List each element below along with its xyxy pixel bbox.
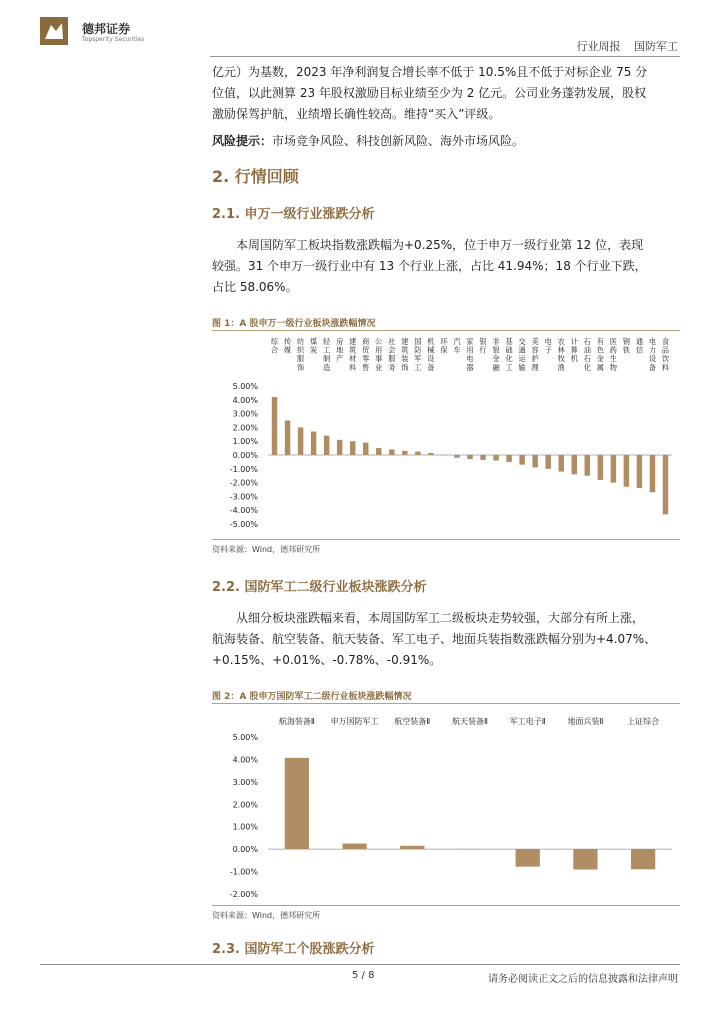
x-category-label: 制	[323, 354, 331, 364]
y-tick-label: 1.00%	[232, 822, 258, 832]
x-category-label: 计	[570, 337, 578, 346]
x-category-label: 筑	[349, 345, 357, 355]
bar	[324, 436, 329, 455]
header-tag-report-type: 行业周报	[576, 40, 621, 53]
figure-1-top-rule	[212, 330, 680, 331]
risk-paragraph	[212, 131, 680, 152]
bar	[480, 455, 485, 460]
x-category-label: 渔	[557, 362, 565, 372]
y-tick-label: 3.00%	[232, 409, 258, 419]
x-category-label: 行	[479, 345, 487, 355]
y-tick-label: 2.00%	[232, 423, 258, 433]
risk-text: 市场竞争风险、科技创新风险、海外市场风险。	[272, 134, 525, 148]
y-tick-label: -4.00%	[229, 506, 258, 516]
x-category-label: 零	[362, 354, 370, 364]
y-tick-label: 4.00%	[232, 755, 258, 765]
bar	[598, 455, 603, 480]
x-category-label: 钢	[622, 337, 630, 346]
x-category-label: 品	[661, 345, 670, 355]
x-category-label: 电	[544, 337, 552, 346]
x-category-label: 汽	[453, 337, 461, 346]
figure-2-title: 图 2：A 股申万国防军工二级行业板块涨跌幅情况	[212, 692, 412, 702]
x-category-label: 器	[466, 362, 474, 372]
x-category-label: 饰	[296, 362, 305, 372]
bar	[519, 455, 524, 465]
x-category-label: 设	[648, 354, 657, 364]
x-category-label: 农	[557, 337, 565, 346]
x-category-label: 轻	[323, 337, 331, 346]
x-category-label: 交	[518, 337, 526, 346]
x-category-label: 铁	[622, 345, 630, 355]
intro-line: 激励保驾护航，业绩增长确性较高。维持“买入”评级。	[212, 107, 501, 121]
x-category-label: 美	[531, 337, 539, 346]
x-category-label: 化	[583, 362, 591, 372]
x-category-label: 金	[596, 354, 604, 364]
section-2-1-paragraph	[212, 235, 680, 298]
y-tick-label: 5.00%	[232, 733, 258, 742]
bar	[458, 849, 482, 850]
x-category-label: 航天装备Ⅱ	[452, 717, 488, 726]
x-category-label: 合	[270, 345, 279, 355]
bar	[573, 849, 597, 869]
y-tick-label: 3.00%	[232, 777, 258, 787]
x-category-label: 防	[414, 345, 422, 355]
y-tick-label: -2.00%	[229, 890, 258, 899]
para-line: +0.15%、+0.01%、-0.78%、-0.91%。	[212, 653, 442, 667]
x-category-label: 综	[270, 337, 279, 346]
x-category-label: 工	[505, 362, 513, 372]
page-number: 5 / 8	[352, 970, 375, 981]
bar	[376, 448, 381, 455]
x-category-label: 子	[544, 345, 552, 355]
bar	[637, 455, 642, 488]
x-category-label: 融	[492, 362, 500, 372]
figure-1-source: 资料来源：Wind，德邦研究所	[212, 545, 321, 554]
x-category-label: 工	[323, 345, 331, 355]
bar	[428, 453, 433, 455]
bar	[342, 844, 366, 850]
x-category-label: 备	[648, 362, 657, 372]
x-category-label: 用	[375, 345, 383, 355]
x-category-label: 织	[296, 345, 305, 355]
x-category-label: 产	[336, 354, 344, 364]
x-category-label: 建	[401, 337, 409, 346]
section-2-1-title: 2.1. 申万一级行业涨跌分析	[212, 207, 375, 222]
x-category-label: 料	[349, 362, 357, 372]
header-tags	[577, 38, 679, 54]
section-2-3-title: 2.3. 国防军工个股涨跌分析	[212, 942, 375, 957]
bar	[506, 455, 511, 462]
intro-line: 位值，以此测算 23 年股权激励目标业绩至少为 2 亿元。公司业务蓬勃发展，股权	[212, 86, 647, 100]
bar	[572, 455, 577, 474]
x-category-label: 饰	[401, 362, 409, 372]
x-category-label: 通	[518, 345, 526, 355]
x-category-label: 军工电子Ⅱ	[509, 717, 546, 726]
x-category-label: 础	[505, 345, 513, 355]
y-tick-label: -2.00%	[229, 478, 258, 488]
para-line: 较强。31 个申万一级行业中有 13 个行业上涨，占比 41.94%；18 个行业下跌，	[212, 259, 647, 273]
x-category-label: 家	[466, 337, 474, 346]
x-category-label: 国	[414, 337, 422, 346]
x-category-label: 运	[518, 354, 526, 364]
x-category-label: 化	[505, 354, 513, 364]
x-category-label: 装	[401, 354, 409, 364]
brand-english-name: Topsperity Securities	[82, 36, 145, 43]
bar	[415, 452, 420, 455]
y-tick-label: -5.00%	[229, 520, 258, 529]
x-category-label: 油	[583, 345, 591, 355]
x-category-label: 航空装备Ⅱ	[394, 717, 431, 726]
y-tick-label: 0.00%	[232, 845, 258, 855]
figure-1-chart	[212, 332, 680, 537]
x-category-label: 食	[661, 337, 670, 346]
x-category-label: 械	[427, 345, 435, 355]
bar	[337, 440, 342, 455]
section-2-2-paragraph	[212, 608, 680, 671]
bar	[400, 846, 424, 849]
y-tick-label: 5.00%	[232, 382, 258, 391]
bar	[298, 427, 303, 455]
x-category-label: 通	[635, 337, 644, 346]
para-line: 航海装备、航空装备、航天装备、军工电子、地面兵装指数涨跌幅分别为+4.07%、	[212, 632, 657, 646]
x-category-label: 纺	[296, 337, 305, 346]
bar	[663, 455, 668, 514]
bar	[516, 849, 540, 866]
figure-2-source: 资料来源：Wind，德邦研究所	[212, 911, 321, 920]
x-category-label: 林	[557, 345, 565, 355]
bar	[454, 455, 459, 458]
x-category-label: 色	[596, 345, 604, 355]
x-category-label: 煤	[310, 337, 318, 346]
x-category-label: 业	[375, 362, 383, 372]
para-line: 本周国防军工板块指数涨跌幅为+0.25%，位于申万一级行业第 12 位，表现	[236, 238, 644, 252]
x-category-label: 药	[609, 345, 617, 355]
x-category-label: 贸	[362, 345, 370, 355]
x-category-label: 传	[283, 337, 292, 346]
x-category-label: 饮	[661, 354, 670, 364]
figure-2-chart	[212, 705, 680, 903]
x-category-label: 理	[531, 362, 539, 372]
footer-disclaimer: 请务必阅读正文之后的信息披露和法律声明	[488, 974, 678, 985]
risk-label: 风险提示：	[212, 134, 273, 148]
x-category-label: 服	[388, 354, 396, 364]
intro-paragraph	[212, 62, 680, 125]
bar	[624, 455, 629, 487]
bar	[311, 432, 316, 455]
para-line: 占比 58.06%。	[212, 280, 298, 294]
figure-2-bottom-rule	[212, 905, 680, 906]
bar	[493, 455, 498, 461]
x-category-label: 事	[375, 354, 383, 364]
x-category-label: 筑	[401, 345, 409, 355]
bar	[389, 449, 394, 455]
x-category-label: 备	[427, 362, 435, 372]
x-category-label: 造	[323, 362, 331, 372]
x-category-label: 保	[440, 345, 448, 355]
section-2-title: 2. 行情回顾	[212, 167, 299, 186]
figure-2-top-rule	[212, 703, 680, 704]
bar	[467, 455, 472, 459]
bar	[285, 421, 290, 456]
bar	[611, 455, 616, 483]
x-category-label: 电	[648, 337, 657, 346]
y-tick-label: -1.00%	[229, 867, 258, 877]
x-category-label: 服	[296, 354, 305, 364]
figure-1-bottom-rule	[212, 539, 680, 540]
bar	[558, 455, 563, 472]
x-category-label: 医	[609, 337, 617, 346]
x-category-label: 有	[596, 337, 604, 346]
x-category-label: 商	[362, 337, 370, 346]
x-category-label: 生	[609, 354, 617, 364]
x-category-label: 公	[375, 337, 383, 346]
x-category-label: 工	[414, 362, 422, 372]
x-category-label: 信	[635, 345, 644, 355]
x-category-label: 牧	[557, 354, 565, 364]
x-category-label: 用	[466, 345, 474, 355]
bar	[363, 443, 368, 455]
x-category-label: 设	[427, 354, 435, 364]
x-category-label: 银	[492, 345, 500, 355]
x-category-label: 石	[583, 354, 591, 364]
x-category-label: 媒	[283, 345, 292, 355]
brand-name: 德邦证券	[82, 22, 131, 36]
x-category-label: 环	[440, 337, 448, 346]
y-tick-label: -3.00%	[229, 492, 258, 502]
x-category-label: 上证综合	[627, 717, 660, 726]
footer-divider	[40, 964, 680, 965]
bar	[545, 455, 550, 469]
y-tick-label: 2.00%	[232, 800, 258, 810]
para-line: 从细分板块涨跌幅来看，本周国防军工二级板块走势较强，大部分有所上涨，	[236, 611, 645, 625]
x-category-label: 材	[349, 354, 357, 364]
x-category-label: 申万国防军工	[330, 717, 379, 726]
x-category-label: 容	[531, 345, 539, 355]
x-category-label: 银	[479, 337, 487, 346]
x-category-label: 非	[492, 337, 500, 346]
x-category-label: 炭	[310, 345, 318, 355]
bar	[350, 441, 355, 455]
header-tag-industry: 国防军工	[634, 40, 678, 53]
x-category-label: 料	[661, 362, 670, 372]
x-category-label: 机	[570, 354, 578, 364]
x-category-label: 社	[388, 337, 396, 346]
x-category-label: 地面兵装Ⅱ	[567, 717, 604, 726]
x-category-label: 输	[518, 362, 526, 372]
section-2-2-title: 2.2. 国防军工二级行业板块涨跌分析	[212, 580, 427, 595]
x-category-label: 建	[349, 337, 357, 346]
y-tick-label: -1.00%	[229, 464, 258, 474]
x-category-label: 石	[583, 337, 591, 346]
figure-1-title: 图 1：A 股申万一级行业板块涨跌幅情况	[212, 319, 376, 329]
bar	[650, 455, 655, 492]
y-tick-label: 0.00%	[232, 451, 258, 460]
bar	[285, 758, 309, 849]
intro-line: 亿元）为基数，2023 年净利润复合增长率不低于 10.5%且不低于对标企业 75 分	[212, 65, 648, 79]
x-category-label: 军	[414, 354, 422, 364]
x-category-label: 航海装备Ⅱ	[278, 717, 315, 726]
x-category-label: 会	[388, 345, 396, 355]
x-category-label: 务	[388, 362, 396, 372]
x-category-label: 力	[648, 345, 657, 355]
x-category-label: 售	[362, 362, 370, 372]
x-category-label: 算	[570, 345, 578, 355]
x-category-label: 金	[492, 354, 500, 364]
bar	[631, 849, 655, 869]
header-divider	[210, 56, 680, 57]
bar	[441, 455, 446, 456]
bar	[532, 455, 537, 467]
x-category-label: 护	[531, 354, 539, 364]
x-category-label: 地	[336, 345, 344, 355]
x-category-label: 机	[427, 337, 435, 346]
y-tick-label: 4.00%	[232, 395, 258, 405]
x-category-label: 基	[505, 337, 513, 346]
y-tick-label: 1.00%	[232, 437, 258, 447]
x-category-label: 电	[466, 354, 474, 364]
logo-icon	[40, 17, 68, 45]
x-category-label: 车	[453, 345, 461, 355]
bar	[402, 451, 407, 455]
x-category-label: 房	[336, 337, 344, 346]
company-logo	[40, 17, 68, 45]
bar	[585, 455, 590, 476]
x-category-label: 物	[609, 362, 617, 372]
x-category-label: 属	[596, 362, 604, 372]
bar	[272, 397, 277, 455]
